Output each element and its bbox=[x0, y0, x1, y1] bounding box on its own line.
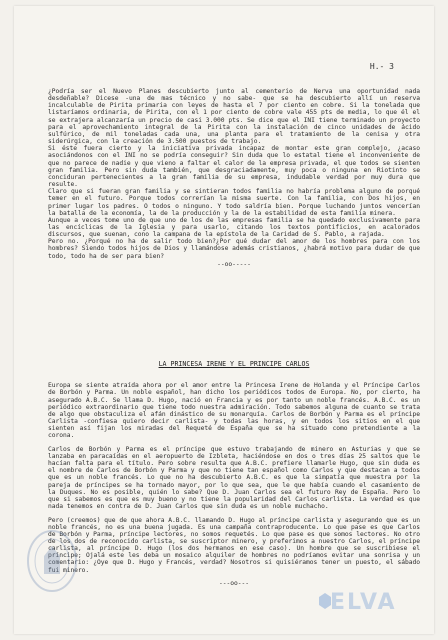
document-page bbox=[14, 6, 434, 634]
paragraph: Aunque a veces tome uno de que uno de los de las empresas familia se ha quedado exclusivamente para las encíclicas de la Iglesia y para usarlo, citando los textos pontificios, en acalorados discursos, que suenan, cono la campana de la epístola de la Caridad de S. Pablo, a rajada. bbox=[48, 216, 420, 239]
paragraph: Carlos de Borbón y Parma es el príncipe que estuvo trabajando de minero en Asturias y que se lanzaba en paracaídas en el aeropuerto de Izbleta, haciéndose en dos o tres días 25 saltos que le hacían falta para el título. Pero sobre resulta que A.B.C. prefiere llamarle Hugo, que sin duda es el nombre de Carlos de Borbón y Parma y que no tiene tan español como Carlos y que destacan a todos que es un noble francés. Lo que no ha descubierto A.B.C. es que la simpatía que muestra por la pareja de príncipes se ha tornado mayor, por lo que sea, que le que había cuando el casamiento de la Duques. No es posible, quién lo sabe? Que D. Juan Carlos sea el futuro Rey de España. Pero lo que si sabemos es que es muy bueno y no tiene la popularidad del Carlos carlista. La verdad es que nada tenemos en contra de D. Juan Carlos que sin duda es un noble muchacho. bbox=[48, 445, 420, 511]
article-body-2 bbox=[48, 376, 420, 591]
page-number: H.- 3 bbox=[369, 62, 394, 71]
paragraph: Si éste fuera cierto y la iniciativa privada incapaz de montar este gran complejo, ¿acaso asociándonos con el INI no se podría conseguir? Sin duda que lo estatal tiene el inconveniente de que no parece de nadie y que vieno a faltar el calor de la empresa privada, el que todos se sienten gran familia. Pero sin duda también, que desgraciadamente, muy poca o ninguna en Riotinto se conciduran pertenecientes a la gran familia de su empresa, indudable verdad por muy dura que resulte. bbox=[48, 145, 420, 189]
watermark-logo: ELVA bbox=[330, 590, 397, 615]
side-watermark bbox=[2, 560, 14, 630]
paragraph: Europa se siente atraída ahora por el amor entre la Princesa Irene de Holanda y el Príncipe Carlos de Borbón y Parma. Un noble español, han dicho los periódicos todos de Europa. No, por cierto, ha asegurado A.B.C. Se llama D. Hugo, nació en Francia y es por tanto un noble francés. A.B.C. es un periódico extraordinario que tiene todo nuestra admiración. Todo sabemos alguna de cuanto se trata de algo que obstaculiza el afán dinástico de su monarquía. Carlos de Borbón y Parma es el príncipe Carlista -confiesa quiero decir carlista- y todas las horas, y en todos los sitios en el que sienten así fijan los miradas del Requeté de España que se ha situado como pretendiente a la corona. bbox=[48, 382, 420, 440]
separator: --oo----- bbox=[217, 260, 251, 268]
article-body bbox=[48, 88, 420, 272]
section-title: LA PRINCESA IRENE Y EL PRINCIPE CARLOS bbox=[158, 360, 310, 368]
paragraph: Pero no. ¿Porqué no ha de salir todo bien?¿Por qué dudar del amor de los hombres para con los hombres? Siendo todos hijos de Dios y llamándose además cristianos, ¿habrá motivo para dudar de que todo, todo ha de ser para bien? bbox=[48, 238, 420, 260]
intro-paragraph: ¿Podría ser el Nuevo Planes descubierto junto al cementerio de Nerva una oportunidad nada desdeñable? Dicese -una de mas técnico y no sabe- que se ha descubierto allí un reserva incalculable de Pirita primaria con leyes de hasta el 7 por ciento en cobre. Si la tonelada que listaríamos ordinaria, de Pirita, con el 1 por ciento de cobre vale 455 pts de media, lo que él el se extrajera alcanzaría un precio de casi 3.000 pts. Se dice que el INI tiene terminado un proyecto para el aprovechamiento integral de la Pirita con la instalación de cinco unidades de ácido sulfúrico, de mil toneladas cada una, una planta para el tratamiento de la cenisa y otra siderúrgica, con la creación de 3.500 puestos de trabajo. bbox=[48, 88, 420, 146]
separator: ---oo--- bbox=[219, 580, 249, 588]
archive-stamp-icon bbox=[24, 526, 80, 596]
paragraph: Claro que si fueran gran familia y se sintieran todos familia no habría problema alguno de porqué temer en el futuro. Porque todos correrían la misma suerte. Con la familia, con Dos hijos, en primer lugar los padres. O todos o ninguno. Y todo saldría bien. Porque luchando juntos vencerían la batalla de la economía, la de la producción y la de la estabilidad de esta familia minera. bbox=[48, 188, 420, 217]
paragraph: Pero (creemos) que de que ahora A.B.C. llamando D. Hugo al príncipe carlista y asegurando que es un noble francés, no es una buena jugada. Es una campaña contraproducente. Lo que pase es que Carlos de Borbón y Parma, príncipe lectores, no somos requetés. Lo que pase es que somos lectores. No otro de los dos de reconocido carlista, se suscriptor minero, y preferimos a nuestro Carlos, el príncipe carlista, al príncipe D. Hugo (los dos hermanos en ese caso). Un hombre que se suscribiese el príncipe; Ojalá este les deba un mosaico alquiler de hombres no podríamos evitar una sonrisa y un comentario: ¿Oye que D. Hugo y Francés, verdad? Nosotros si quisiéramos tener un puesto, el sábado fui minero. bbox=[48, 516, 420, 574]
